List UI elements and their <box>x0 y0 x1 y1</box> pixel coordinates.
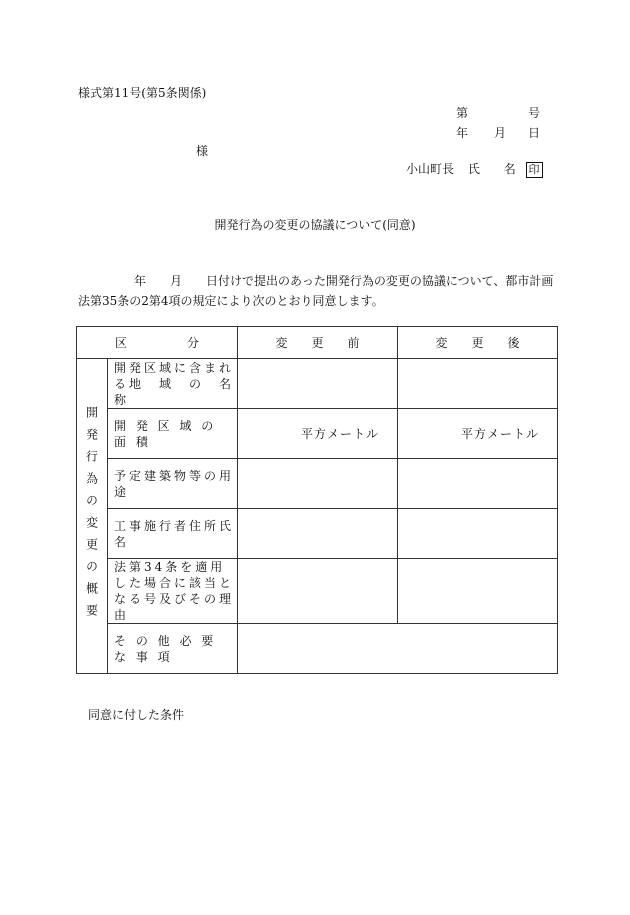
row-label: 予定建築物等の用途 <box>108 459 238 509</box>
side-label-vertical: 開発行為の変更の概要 <box>77 359 108 674</box>
table-row <box>77 559 558 624</box>
date-year: 年 <box>456 126 469 140</box>
date-month: 月 <box>494 126 507 140</box>
sender-line <box>406 160 543 178</box>
cell-before[interactable] <box>238 359 398 409</box>
addressee: 様 <box>196 144 209 158</box>
body-line-2: 法第35条の2第4項の規定により次のとおり同意します。 <box>78 294 384 308</box>
document-title: 開発行為の変更の協議について(同意) <box>214 218 416 232</box>
cell-before[interactable] <box>238 459 398 509</box>
cell-before[interactable] <box>238 509 398 559</box>
doc-number-suffix: 号 <box>527 106 540 120</box>
cell-after[interactable] <box>398 509 558 559</box>
table-row <box>77 624 558 674</box>
doc-number-prefix: 第 <box>456 106 469 120</box>
header-category: 区 分 <box>77 327 238 359</box>
cell-before-area[interactable]: 平方メートル <box>238 409 398 459</box>
change-summary-table <box>76 326 558 674</box>
conditions-label: 同意に付した条件 <box>88 708 185 722</box>
seal-mark: 印 <box>526 162 543 178</box>
header-after: 変 更 後 <box>398 327 558 359</box>
row-label: 開発区域に含まれる地 域 の 名 称 <box>108 359 238 409</box>
row-label: そ の 他 必 要 な 事 項 <box>108 624 238 674</box>
table-row <box>77 359 558 409</box>
cell-after[interactable] <box>398 459 558 509</box>
sender-name-label-2: 名 <box>503 162 516 176</box>
header-before: 変 更 前 <box>238 327 398 359</box>
sender-title: 小山町長 <box>406 162 455 176</box>
body-line-1: 年 月 日付けで提出のあった開発行為の変更の協議について、都市計画 <box>134 274 554 288</box>
table-row <box>77 409 558 459</box>
table-row <box>77 459 558 509</box>
cell-combined[interactable] <box>238 624 558 674</box>
table-header-row <box>77 327 558 359</box>
cell-after-area[interactable]: 平方メートル <box>398 409 558 459</box>
cell-after[interactable] <box>398 359 558 409</box>
row-label: 開 発 区 域 の 面 積 <box>108 409 238 459</box>
sender-name-label-1: 氏 <box>467 162 480 176</box>
cell-after[interactable] <box>398 559 558 624</box>
row-label: 法第34条を適用した場合に該当となる号及びその理由 <box>108 559 238 624</box>
row-label: 工事施行者住所氏名 <box>108 509 238 559</box>
date-day: 日 <box>527 126 540 140</box>
cell-before[interactable] <box>238 559 398 624</box>
body-text <box>78 271 558 311</box>
table-row <box>77 509 558 559</box>
form-number: 様式第11号(第5条関係) <box>78 86 207 100</box>
